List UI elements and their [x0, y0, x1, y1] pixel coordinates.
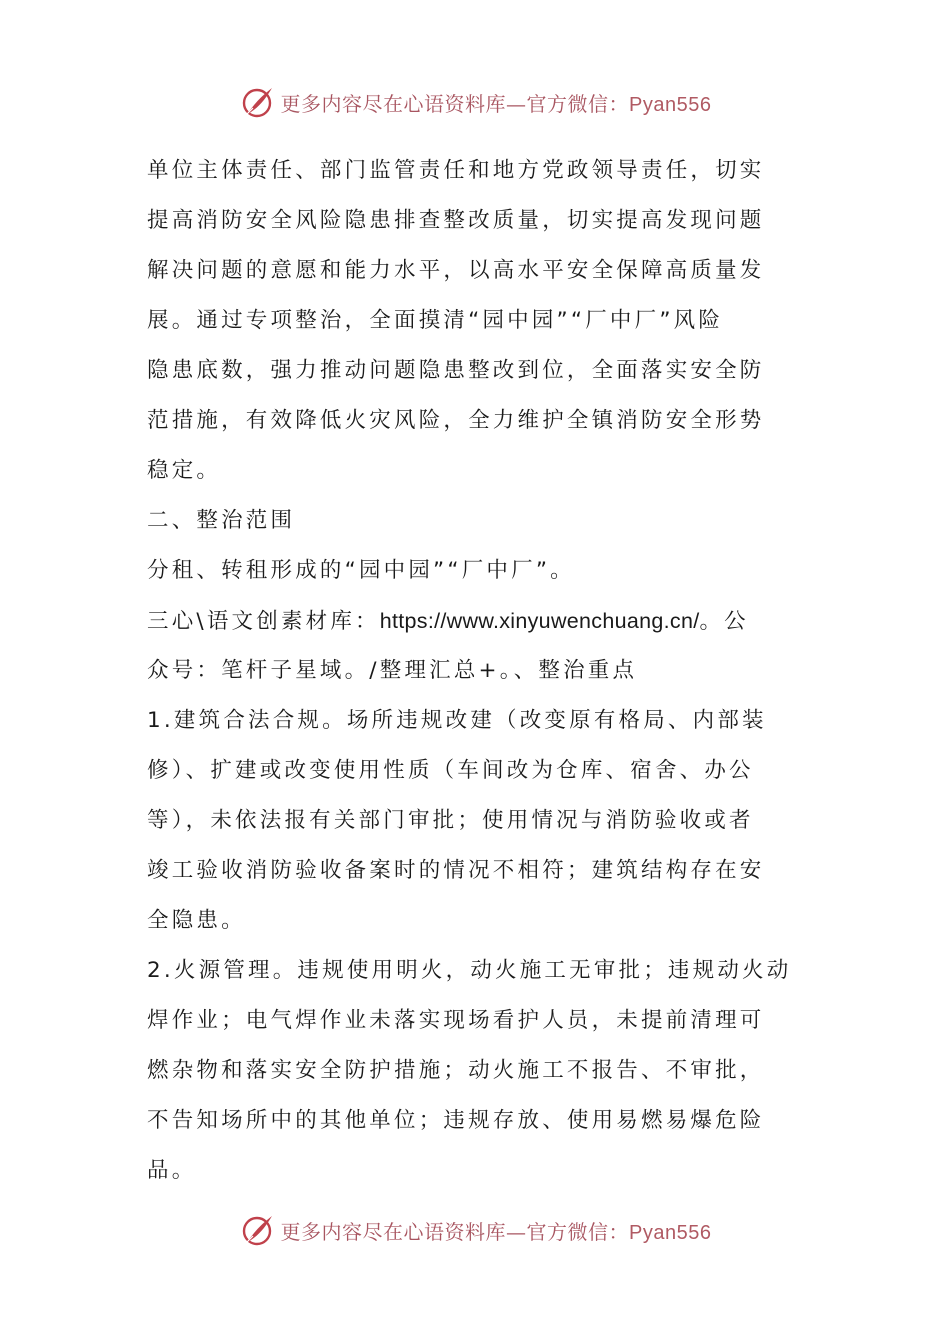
- text-line: 品。: [147, 1158, 197, 1183]
- source-tail: 。公: [699, 609, 749, 634]
- text-line: 竣工验收消防验收备案时的情况不相符；建筑结构存在安: [147, 858, 765, 883]
- text-line: 1.建筑合法合规。场所违规改建（改变原有格局、内部装: [147, 708, 767, 733]
- text-line: 隐患底数，强力推动问题隐患整改到位，全面落实安全防: [147, 358, 765, 383]
- text-line: 修）、扩建或改变使用性质（车间改为仓库、宿舍、办公: [147, 758, 754, 783]
- paragraph-source-note: [147, 596, 807, 696]
- text-line: 不告知场所中的其他单位；违规存放、使用易燃易爆危险: [147, 1108, 765, 1133]
- text-line: 提高消防安全风险隐患排查整改质量，切实提高发现问题: [147, 208, 765, 233]
- text-line: 单位主体责任、部门监管责任和地方党政领导责任，切实: [147, 158, 765, 183]
- header-banner: [0, 82, 950, 122]
- quill-pen-logo-icon: [239, 84, 275, 120]
- source-label: 三心\语文创素材库：: [147, 609, 380, 634]
- source-url-link[interactable]: https://www.xinyuwenchuang.cn/: [379, 609, 700, 633]
- paragraph-intro: [147, 146, 807, 496]
- footer-wechat-id: Pyan556: [629, 1221, 712, 1244]
- heading-line: 二、整治范围: [147, 508, 296, 533]
- list-item-fire-source: [147, 946, 807, 1196]
- text-line: 众号：笔杆子星域。/整理汇总+。、整治重点: [147, 658, 638, 683]
- text-line: [147, 596, 807, 646]
- text-line: 2.火源管理。违规使用明火，动火施工无审批；违规动火动: [147, 958, 792, 983]
- text-line: 等），未依法报有关部门审批；使用情况与消防验收或者: [147, 808, 754, 833]
- header-wechat-id: Pyan556: [629, 93, 712, 116]
- header-banner-text: 更多内容尽在心语资料库—官方微信：Pyan556: [280, 91, 712, 116]
- text-line: 解决问题的意愿和能力水平，以高水平安全保障高质量发: [147, 258, 765, 283]
- text-line: 全隐患。: [147, 908, 246, 933]
- text-line: 展。通过专项整治，全面摸清“园中园”“厂中厂”风险: [147, 308, 724, 333]
- document-body: [147, 146, 807, 1196]
- text-line: 范措施，有效降低火灾风险，全力维护全镇消防安全形势: [147, 408, 765, 433]
- footer-banner-text: 更多内容尽在心语资料库—官方微信：Pyan556: [280, 1219, 712, 1244]
- text-line: 分租、转租形成的“园中园”“厂中厂”。: [147, 558, 575, 583]
- section-heading-scope: [147, 496, 807, 546]
- footer-banner: [0, 1210, 950, 1250]
- list-item-building-compliance: [147, 696, 807, 946]
- text-line: 稳定。: [147, 458, 222, 483]
- paragraph-scope: [147, 546, 807, 596]
- quill-pen-logo-icon: [239, 1212, 275, 1248]
- text-line: 燃杂物和落实安全防护措施；动火施工不报告、不审批，: [147, 1058, 765, 1083]
- text-line: 焊作业；电气焊作业未落实现场看护人员，未提前清理可: [147, 1008, 765, 1033]
